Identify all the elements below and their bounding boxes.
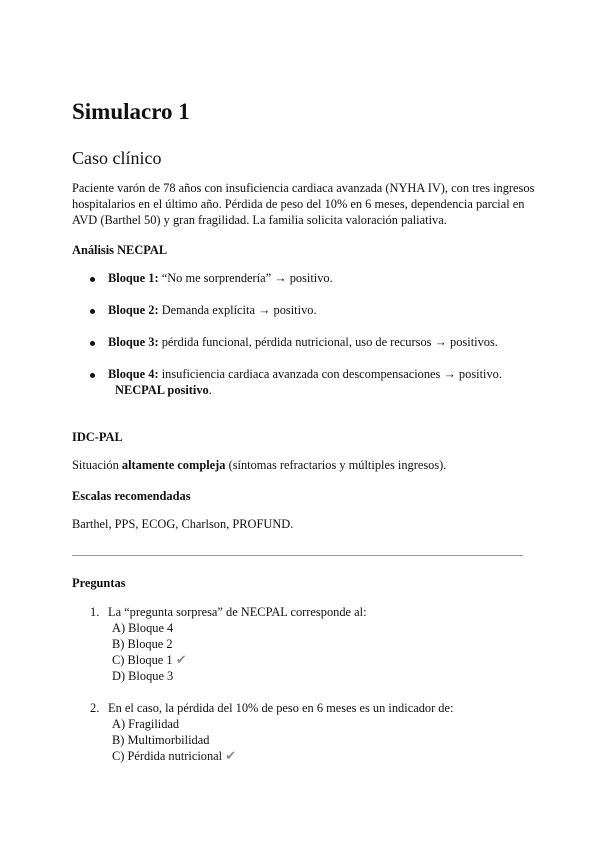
question-1-option-d: D) Bloque 3	[112, 669, 174, 683]
question-1-option-a: A) Bloque 4	[112, 621, 174, 635]
questions-heading: Preguntas	[72, 576, 126, 590]
checkmark-icon: ✔	[225, 749, 237, 764]
bullet-dot	[90, 277, 95, 282]
checkmark-icon: ✔	[175, 653, 187, 668]
scales-text: Barthel, PPS, ECOG, Charlson, PROFUND.	[72, 517, 294, 531]
case-heading: Caso clínico	[72, 148, 162, 168]
necpal-bullet-2: Bloque 2: Demanda explícita → positivo.	[108, 303, 317, 317]
question-2-option-a: A) Fragilidad	[112, 717, 180, 731]
bullet-dot	[90, 341, 95, 346]
question-2-number: 2.	[90, 701, 100, 715]
idc-pal-heading: IDC-PAL	[72, 430, 123, 444]
page-title: Simulacro 1	[72, 99, 190, 124]
question-2-prompt: En el caso, la pérdida del 10% de peso en 6 meses es un indicador de:	[108, 701, 454, 715]
necpal-bullet-4: Bloque 4: insuficiencia cardiaca avanzada con descompensaciones → positivo.	[108, 367, 502, 381]
bullet-dot	[90, 373, 95, 378]
question-1-prompt: La “pregunta sorpresa” de NECPAL corresponde al:	[108, 605, 367, 619]
scales-heading: Escalas recomendadas	[72, 489, 191, 503]
necpal-bullet-3: Bloque 3: pérdida funcional, pérdida nutricional, uso de recursos → positivos.	[108, 335, 498, 349]
question-2-option-b: B) Multimorbilidad	[112, 733, 210, 747]
question-2-option-c: C) Pérdida nutricional ✔	[112, 749, 237, 764]
question-1-number: 1.	[90, 605, 100, 619]
case-line-3: AVD (Barthel 50) y gran fragilidad. La familia solicita valoración paliativa.	[72, 213, 447, 227]
question-1-option-c: C) Bloque 1 ✔	[112, 653, 187, 668]
question-1-option-b: B) Bloque 2	[112, 637, 173, 651]
necpal-bullet-1: Bloque 1: “No me sorprendería” → positivo.	[108, 271, 333, 285]
case-line-1: Paciente varón de 78 años con insuficiencia cardiaca avanzada (NYHA IV), con tres ingresos	[72, 181, 535, 195]
necpal-result: NECPAL positivo.	[115, 383, 212, 397]
idc-pal-text: Situación altamente compleja (síntomas refractarios y múltiples ingresos).	[72, 458, 447, 472]
horizontal-rule	[72, 555, 523, 556]
bullet-dot	[90, 309, 95, 314]
case-line-2: hospitalarios en el último año. Pérdida de peso del 10% en 6 meses, dependencia parcial en	[72, 197, 525, 211]
necpal-heading: Análisis NECPAL	[72, 243, 168, 257]
